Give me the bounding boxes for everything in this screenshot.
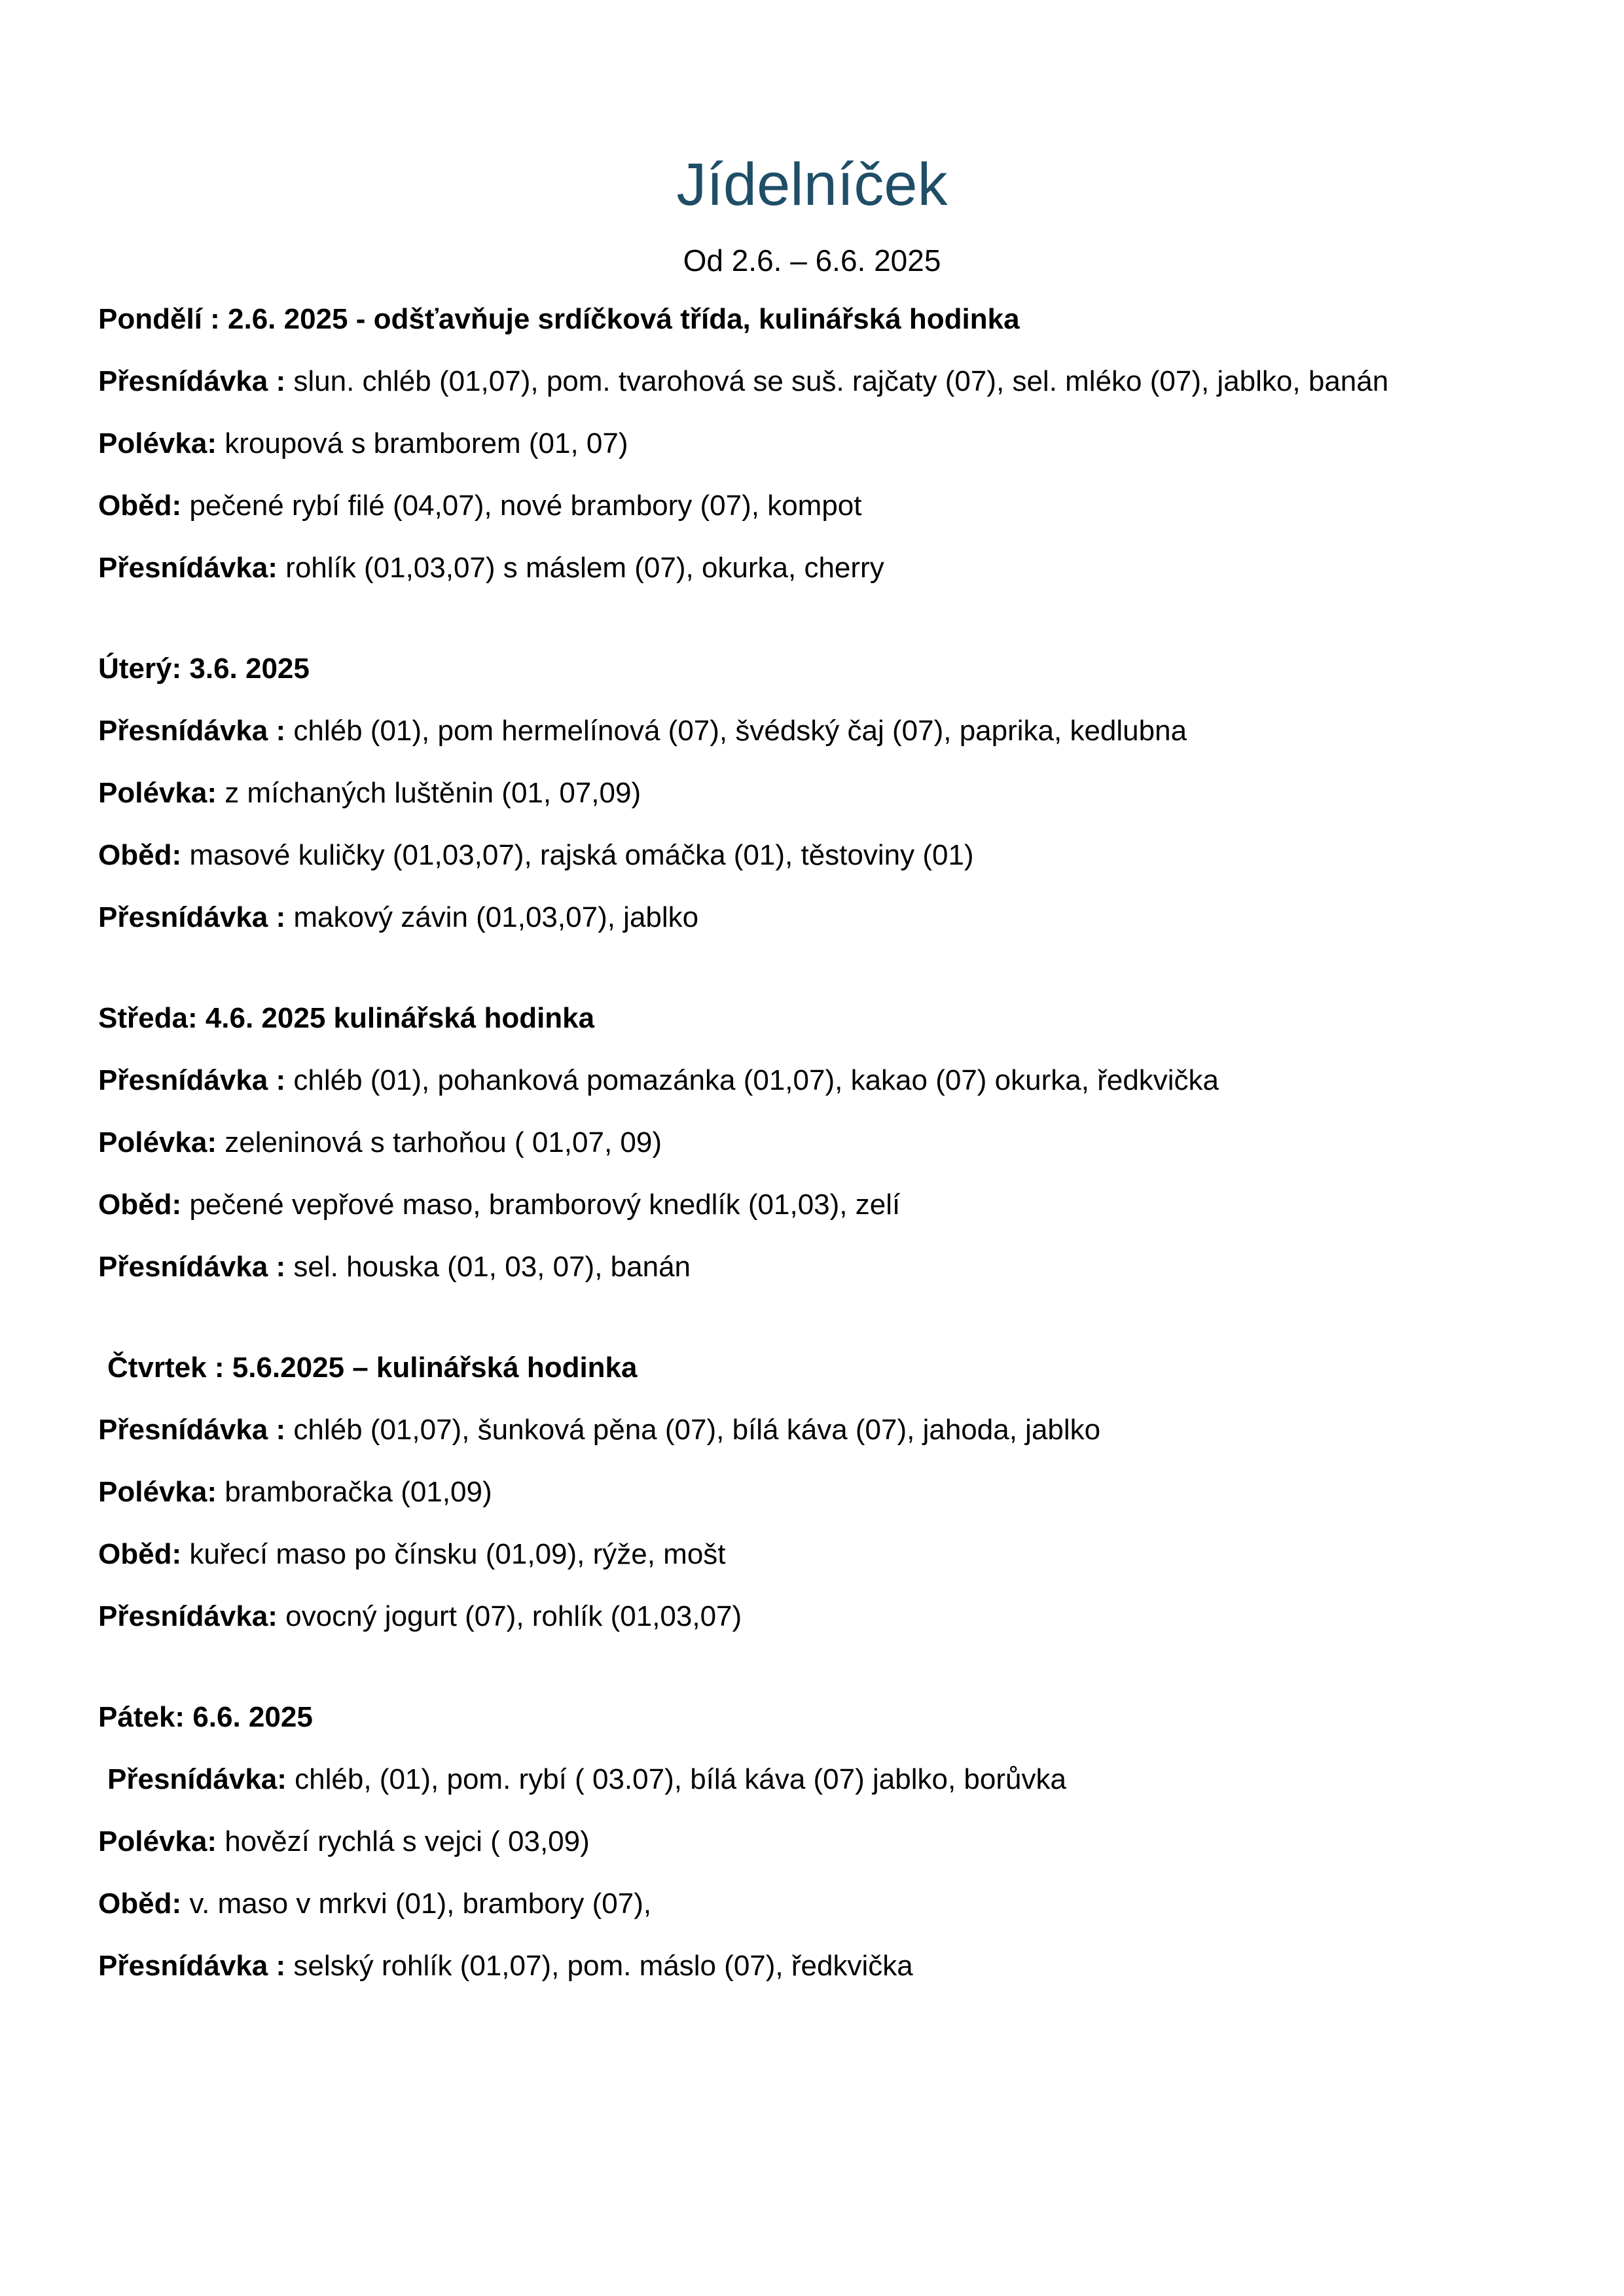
meal-label: Přesnídávka: xyxy=(98,552,278,584)
meal-line xyxy=(98,1884,1571,1924)
day-heading: Pátek: 6.6. 2025 xyxy=(98,1701,313,1733)
meal-line xyxy=(98,1473,1571,1512)
meal-label: Přesnídávka : xyxy=(98,901,286,933)
meal-text: ovocný jogurt (07), rohlík (01,03,07) xyxy=(277,1600,742,1632)
menu-content xyxy=(98,300,1571,2047)
meal-text: kroupová s bramborem (01, 07) xyxy=(216,427,628,459)
meal-line xyxy=(98,836,1571,875)
meal-text: masové kuličky (01,03,07), rajská omáčka (01), těstoviny (01) xyxy=(181,839,974,871)
meal-line xyxy=(98,1946,1571,1986)
meal-line xyxy=(98,1760,1571,1799)
meal-line xyxy=(98,486,1571,526)
meal-line xyxy=(98,1061,1571,1100)
meal-text: sel. houska (01, 03, 07), banán xyxy=(285,1251,691,1283)
meal-text: pečené rybí filé (04,07), nové brambory (07), kompot xyxy=(181,490,862,522)
meal-text: makový závin (01,03,07), jablko xyxy=(285,901,699,933)
day-heading: Středa: 4.6. 2025 kulinářská hodinka xyxy=(98,1002,595,1034)
meal-label: Přesnídávka : xyxy=(98,365,286,397)
meal-text: chléb, (01), pom. rybí ( 03.07), bílá káva (07) jablko, borůvka xyxy=(286,1763,1066,1795)
meal-text: slun. chléb (01,07), pom. tvarohová se suš. rajčaty (07), sel. mléko (07), jablko, banán xyxy=(285,365,1389,397)
meal-line xyxy=(98,1410,1571,1450)
meal-text: rohlík (01,03,07) s máslem (07), okurka, cherry xyxy=(277,552,884,584)
meal-line xyxy=(98,548,1571,588)
meal-text: pečené vepřové maso, bramborový knedlík (01,03), zelí xyxy=(181,1189,901,1221)
meal-label: Oběd: xyxy=(98,1888,182,1920)
meal-label: Oběd: xyxy=(98,1189,182,1221)
meal-text: v. maso v mrkvi (01), brambory (07), xyxy=(181,1888,652,1920)
meal-text: hovězí rychlá s vejci ( 03,09) xyxy=(216,1825,590,1857)
meal-line xyxy=(98,1597,1571,1636)
meal-label: Polévka: xyxy=(98,427,217,459)
meal-line xyxy=(98,1185,1571,1225)
meal-text: selský rohlík (01,07), pom. máslo (07), ředkvička xyxy=(285,1950,913,1982)
date-range-subtitle: Od 2.6. – 6.6. 2025 xyxy=(683,243,941,278)
day-section-tuesday xyxy=(98,649,1571,937)
meal-text: chléb (01), pom hermelínová (07), švédský čaj (07), paprika, kedlubna xyxy=(285,715,1187,747)
meal-line xyxy=(98,1123,1571,1162)
meal-text: chléb (01), pohanková pomazánka (01,07), kakao (07) okurka, ředkvička xyxy=(285,1064,1219,1096)
meal-label: Přesnídávka : xyxy=(98,1064,286,1096)
meal-line xyxy=(98,1822,1571,1861)
day-heading: Pondělí : 2.6. 2025 - odšťavňuje srdíčková třída, kulinářská hodinka xyxy=(98,303,1020,335)
day-section-thursday xyxy=(98,1348,1571,1636)
meal-label: Polévka: xyxy=(98,1825,217,1857)
day-section-wednesday xyxy=(98,999,1571,1287)
meal-text: bramboračka (01,09) xyxy=(216,1476,492,1508)
meal-text: chléb (01,07), šunková pěna (07), bílá káva (07), jahoda, jablko xyxy=(285,1414,1101,1446)
meal-label: Přesnídávka : xyxy=(98,1950,286,1982)
meal-text: zeleninová s tarhoňou ( 01,07, 09) xyxy=(216,1126,662,1158)
meal-label: Polévka: xyxy=(98,1476,217,1508)
day-section-monday xyxy=(98,300,1571,588)
meal-line xyxy=(98,362,1571,401)
meal-label: Přesnídávka: xyxy=(107,1763,287,1795)
meal-label: Polévka: xyxy=(98,1126,217,1158)
meal-label: Oběd: xyxy=(98,490,182,522)
meal-label: Přesnídávka : xyxy=(98,1414,286,1446)
meal-line xyxy=(98,424,1571,463)
meal-line xyxy=(98,711,1571,751)
meal-label: Přesnídávka : xyxy=(98,1251,286,1283)
meal-label: Polévka: xyxy=(98,777,217,809)
meal-line xyxy=(98,1247,1571,1287)
meal-line xyxy=(98,1535,1571,1574)
meal-line xyxy=(98,774,1571,813)
meal-line xyxy=(98,898,1571,937)
meal-text: kuřecí maso po čínsku (01,09), rýže, mošt xyxy=(181,1538,726,1570)
meal-label: Oběd: xyxy=(98,1538,182,1570)
day-heading: Čtvrtek : 5.6.2025 – kulinářská hodinka xyxy=(107,1352,638,1384)
meal-text: z míchaných luštěnin (01, 07,09) xyxy=(216,777,641,809)
meal-label: Oběd: xyxy=(98,839,182,871)
day-heading: Úterý: 3.6. 2025 xyxy=(98,653,310,685)
meal-label: Přesnídávka : xyxy=(98,715,286,747)
document-title: Jídelníček xyxy=(676,151,948,218)
meal-label: Přesnídávka: xyxy=(98,1600,278,1632)
day-section-friday xyxy=(98,1698,1571,1986)
